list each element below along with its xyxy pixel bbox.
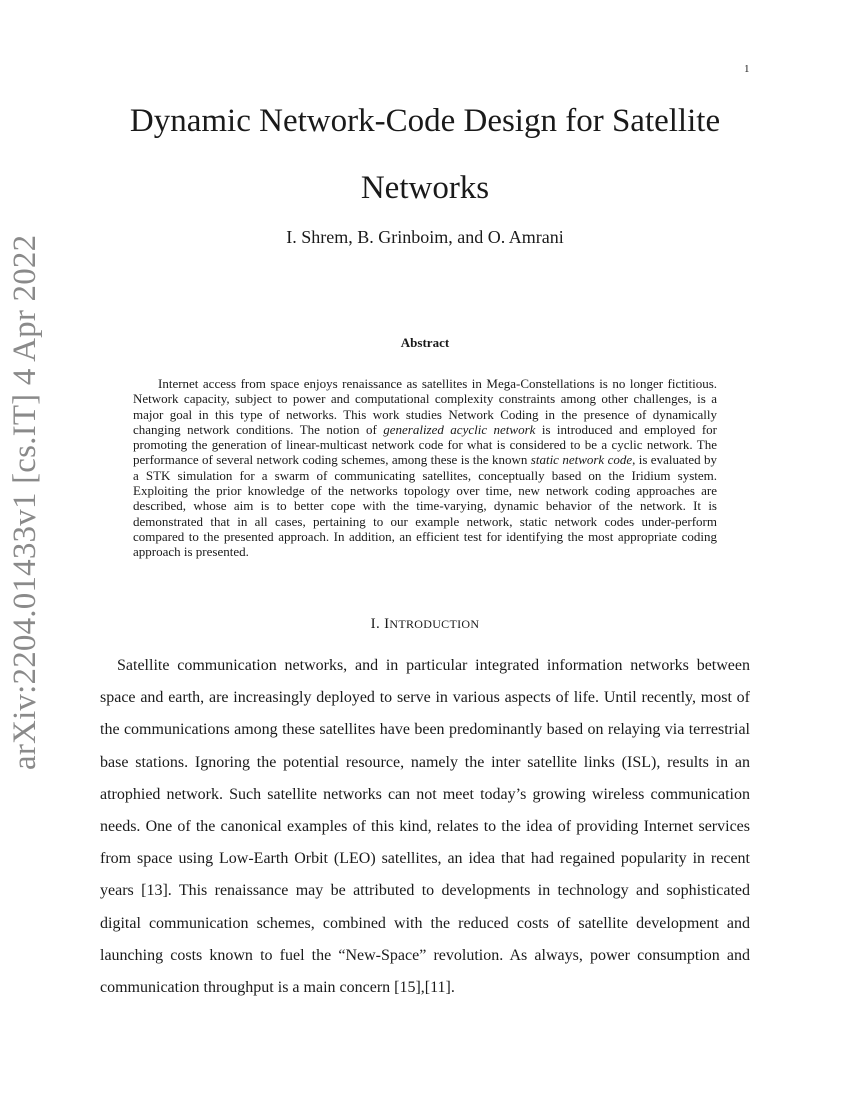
section-title-initial: I: [384, 616, 390, 632]
abstract-emphasis-generalized-acyclic-network: generalized acyclic network: [383, 421, 536, 437]
abstract-text: Internet access from space enjoys renaissance as satellites in Mega-Constellations is no longer fictitious. Network capacity, subject to power and computational complexity constraints among other challenges, is a major goal in this type of networks. This work studies Network Coding in the presence of dynamically changing network conditions. The notion of: [133, 376, 717, 437]
section-title-rest: NTRODUCTION: [389, 617, 480, 631]
author-list: I. Shrem, B. Grinboim, and O. Amrani: [286, 227, 564, 247]
abstract-body: [133, 376, 717, 560]
paper-title: Dynamic Network-Code Design for Satellite Networks: [129, 103, 721, 206]
abstract-text: is introduced and employed for promoting the generation of linear-multicast network code for what is considered to be a cyclic network. The performance of several network coding schemes, among these is the known: [133, 421, 717, 468]
section-number: I.: [370, 616, 381, 632]
introduction-paragraph: Satellite communication networks, and in particular integrated information networks between space and earth, are increasingly deployed to serve in various aspects of life. Until recently, most of the communications among these satellites have been predominantly based on relaying via terrestrial base stations. Ignoring the potential resource, namely the inter satellite links (ISL), results in an atrophied network. Such satellite networks can not meet today’s growing wireless communication needs. One of the canonical examples of this kind, relates to the idea of providing Internet services from space using Low-Earth Orbit (LEO) satellites, an idea that had regained popularity in recent years [13]. This renaissance may be attributed to developments in technology and sophisticated digital communication schemes, combined with the reduced costs of satellite development and launching costs known to fuel the “New-Space” revolution. As always, power consumption and communication throughput is a main concern [15],[11].: [100, 657, 750, 997]
abstract-text: , is evaluated by a STK simulation for a swarm of communicating satellites, conceptually based on the Iridium system. Exploiting the prior knowledge of the networks topology over time, new network coding approaches are described, whose aim is to better cope with the time-varying, dynamic behavior of the network. It is demonstrated that in all cases, pertaining to our example network, static network codes under-perform compared to the presented approach. In addition, an efficient test for identifying the most appropriate coding approach is presented.: [133, 452, 717, 560]
section-heading-introduction: [100, 616, 750, 633]
arxiv-identifier-stamp: arXiv:2204.01433v1 [cs.IT] 4 Apr 2022: [7, 234, 43, 770]
abstract-emphasis-static-network-code: static network code: [530, 452, 633, 468]
abstract-heading: Abstract: [400, 335, 450, 350]
page-number: 1: [744, 63, 750, 75]
